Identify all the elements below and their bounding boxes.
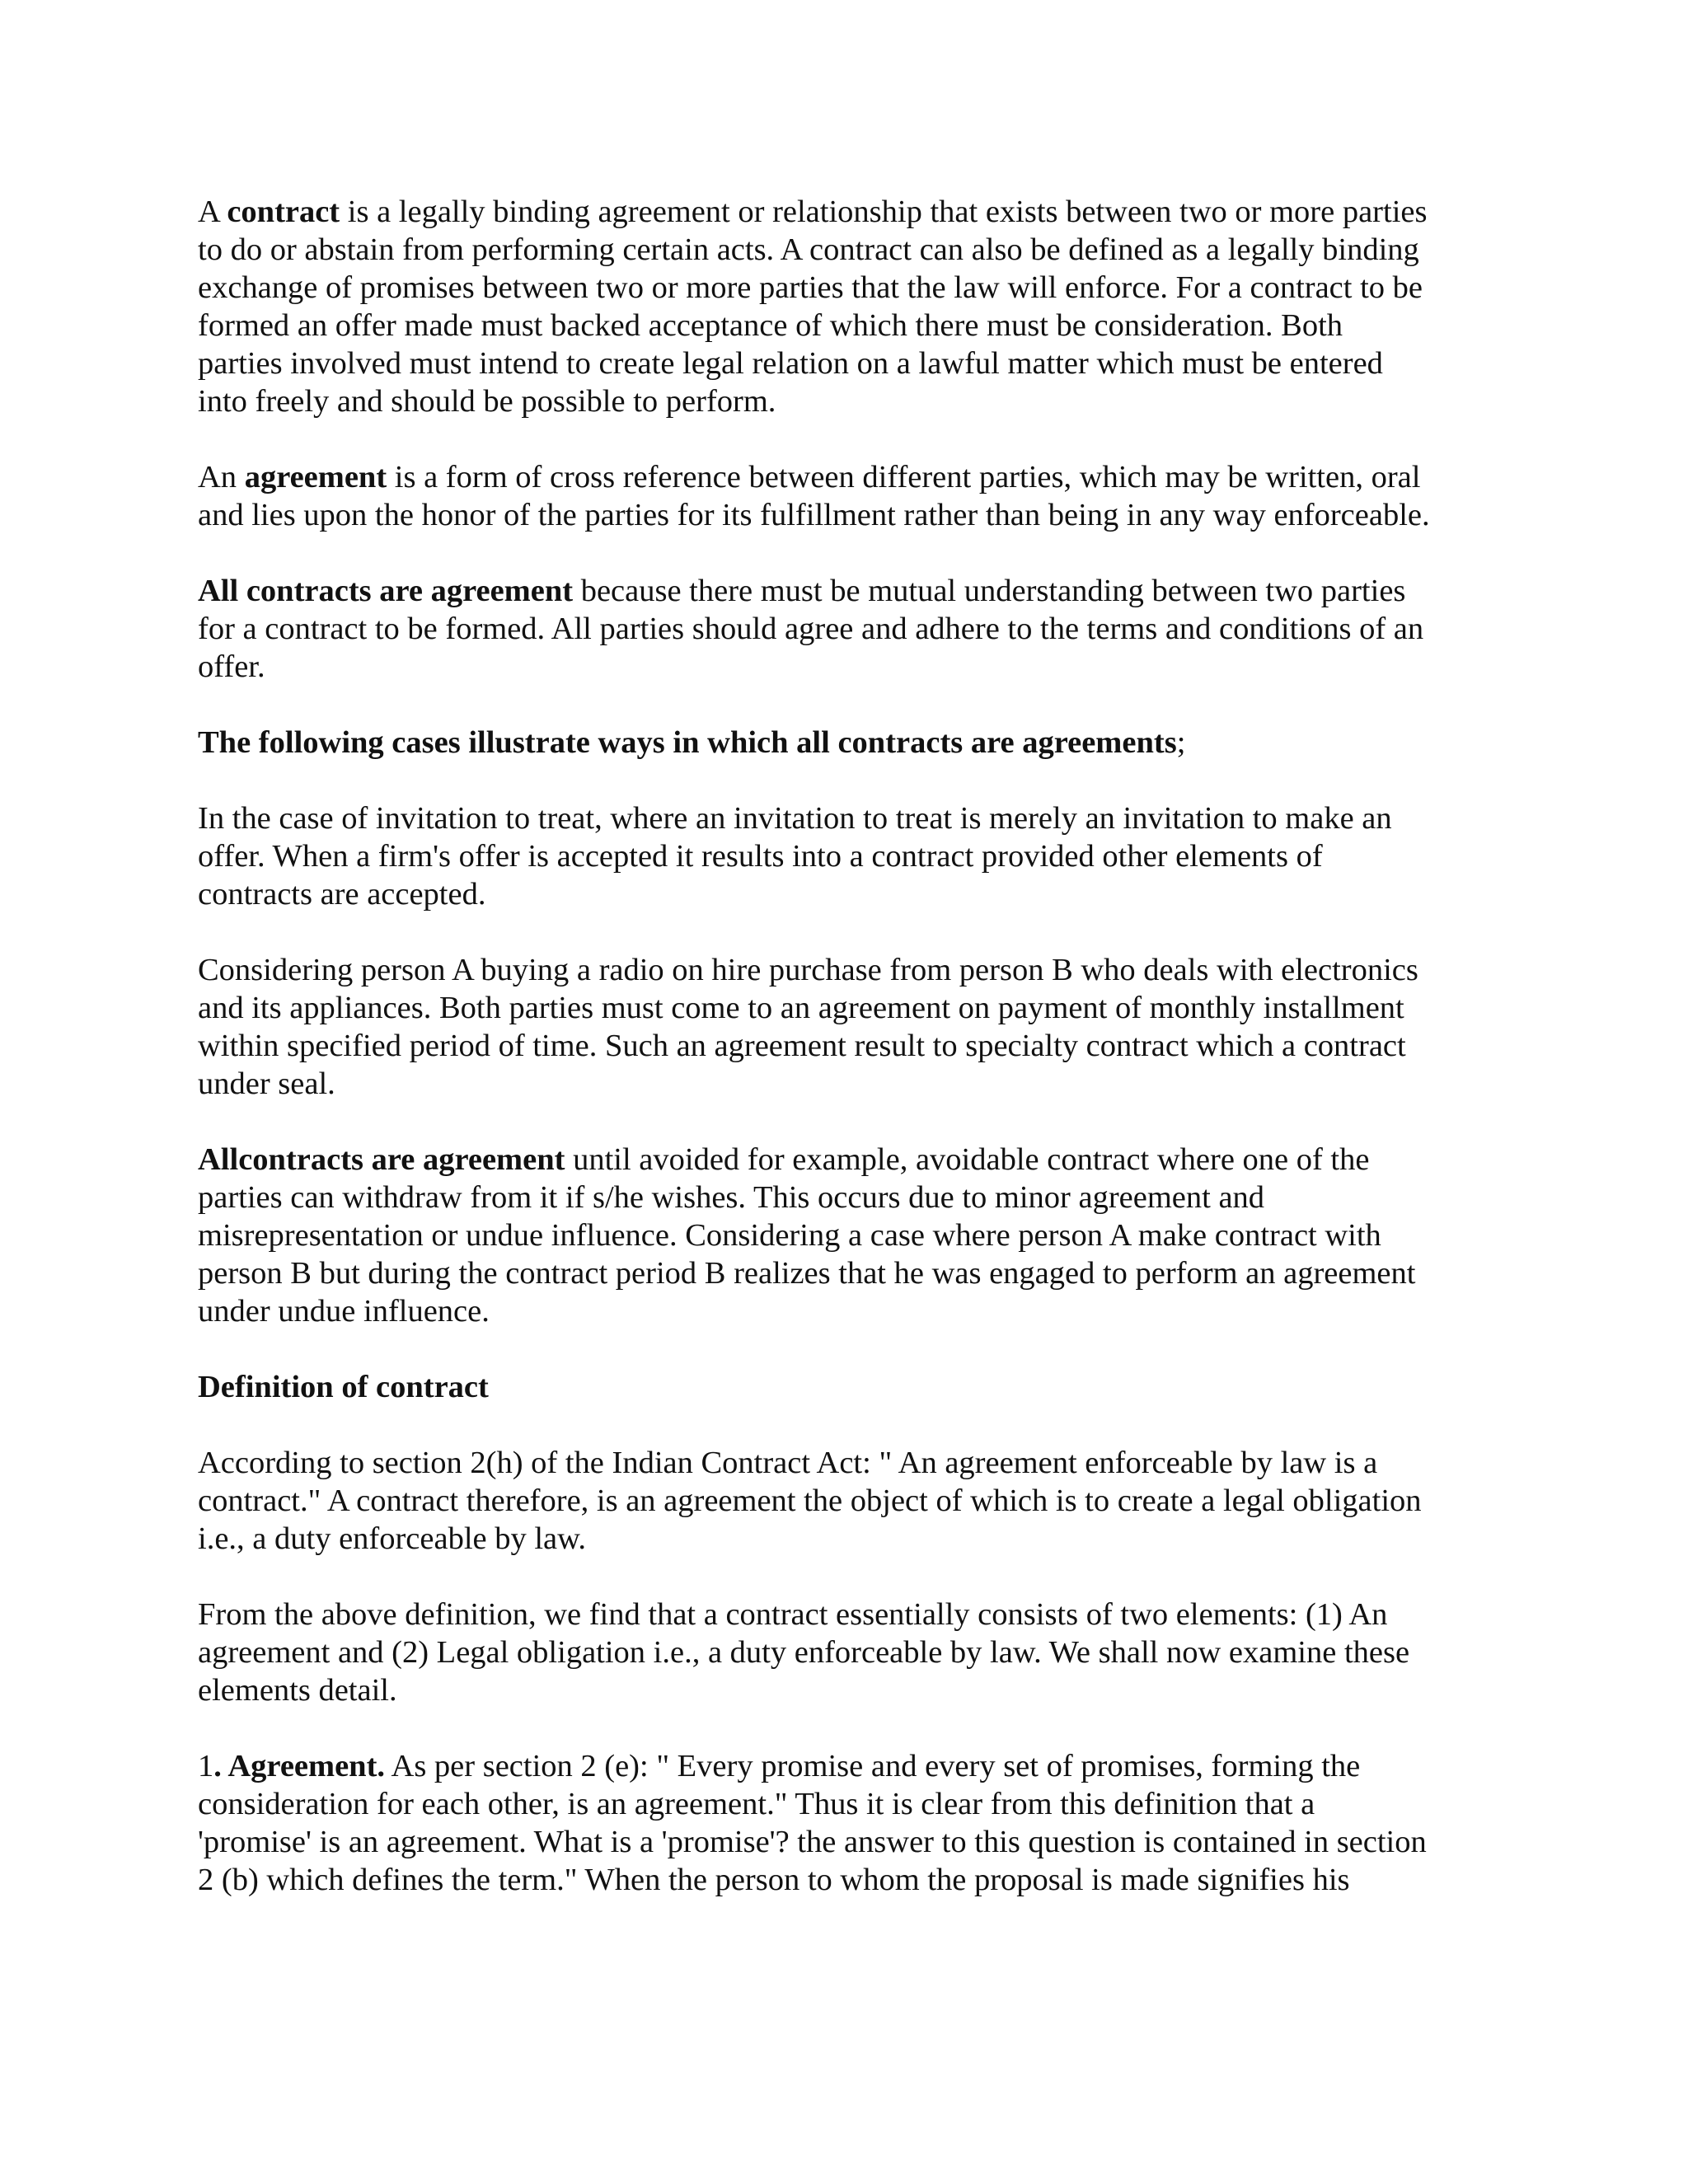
bold-text: All contracts are agreement bbox=[198, 574, 574, 608]
text-run: until avoided for example, avoidable contract where one of the parties can withdraw from it if s/he wishes. This occurs due to minor agreement and misrepresentation or undue influence. Considering a case where person A make contract with person B but during the contract period B realizes that he was engaged to perform an agreement under undue influence. bbox=[198, 1142, 1416, 1329]
paragraph-two-elements bbox=[198, 1596, 1517, 1709]
bold-text: contract bbox=[227, 194, 340, 229]
text-run: is a legally binding agreement or relationship that exists between two or more parties to do or abstain from performing certain acts. A contract can also be defined as a legally binding exchange of promises between two or more parties that the law will enforce. For a contract to be formed an offer made must backed acceptance of which there must be consideration. Both parties involved must intend to create legal relation on a lawful matter which must be entered into freely and should be possible to perform. bbox=[198, 194, 1428, 419]
bold-text: agreement bbox=[244, 460, 387, 494]
text-run: An bbox=[198, 460, 245, 494]
text-run: 1 bbox=[198, 1749, 214, 1783]
paragraph-agreement-definition bbox=[198, 458, 1517, 534]
bold-text: Allcontracts are agreement bbox=[198, 1142, 565, 1177]
paragraph-agreement-section bbox=[198, 1747, 1517, 1899]
paragraph-hire-purchase bbox=[198, 951, 1517, 1103]
text-run: ; bbox=[1176, 725, 1186, 760]
text-run: From the above definition, we find that a contract essentially consists of two elements: (1) An agreement and (2) Legal obligation i.e., a duty enforceable by law. We shall now examine these elements detail. bbox=[198, 1597, 1410, 1708]
text-run: In the case of invitation to treat, where an invitation to treat is merely an invitation to make an offer. When a firm's offer is accepted it results into a contract provided other elements of contracts are accepted. bbox=[198, 801, 1392, 912]
text-run: As per section 2 (e): " Every promise and every set of promises, forming the consideration for each other, is an agreement." Thus it is clear from this definition that a 'promise' is an agreement. What is a 'promise'? the answer to this question is contained in section 2 (b) which defines the term." When the person to whom the proposal is made signifies his bbox=[198, 1749, 1427, 1897]
text-run: is a form of cross reference between different parties, which may be written, oral and lies upon the honor of the parties for its fulfillment rather than being in any way enforceable. bbox=[198, 460, 1430, 532]
paragraph-until-avoided bbox=[198, 1141, 1517, 1330]
paragraph-contract-definition bbox=[198, 193, 1517, 420]
paragraph-section-2h bbox=[198, 1444, 1517, 1558]
bold-text: The following cases illustrate ways in which all contracts are agreements bbox=[198, 725, 1177, 760]
paragraph-invitation-to-treat bbox=[198, 799, 1517, 913]
text-run: because there must be mutual understanding between two parties for a contract to be formed. All parties should agree and adhere to the terms and conditions of an offer. bbox=[198, 574, 1424, 684]
paragraph-all-contracts-agreement bbox=[198, 572, 1517, 686]
text-run: Considering person A buying a radio on hire purchase from person B who deals with electronics and its appliances. Both parties must come to an agreement on payment of monthly installment within specified period of time. Such an agreement result to specialty contract which a contract under seal. bbox=[198, 953, 1418, 1101]
bold-text: Definition of contract bbox=[198, 1370, 489, 1404]
text-run: According to section 2(h) of the Indian Contract Act: " An agreement enforceable by law is a contract." A contract therefore, is an agreement the object of which is to create a legal obligation i.e., a duty enforceable by law. bbox=[198, 1446, 1422, 1556]
text-run: A bbox=[198, 194, 227, 229]
document-page bbox=[198, 193, 1517, 1937]
bold-text: . Agreement. bbox=[213, 1749, 386, 1783]
paragraph-definition-heading bbox=[198, 1368, 1517, 1406]
paragraph-following-cases bbox=[198, 724, 1517, 762]
